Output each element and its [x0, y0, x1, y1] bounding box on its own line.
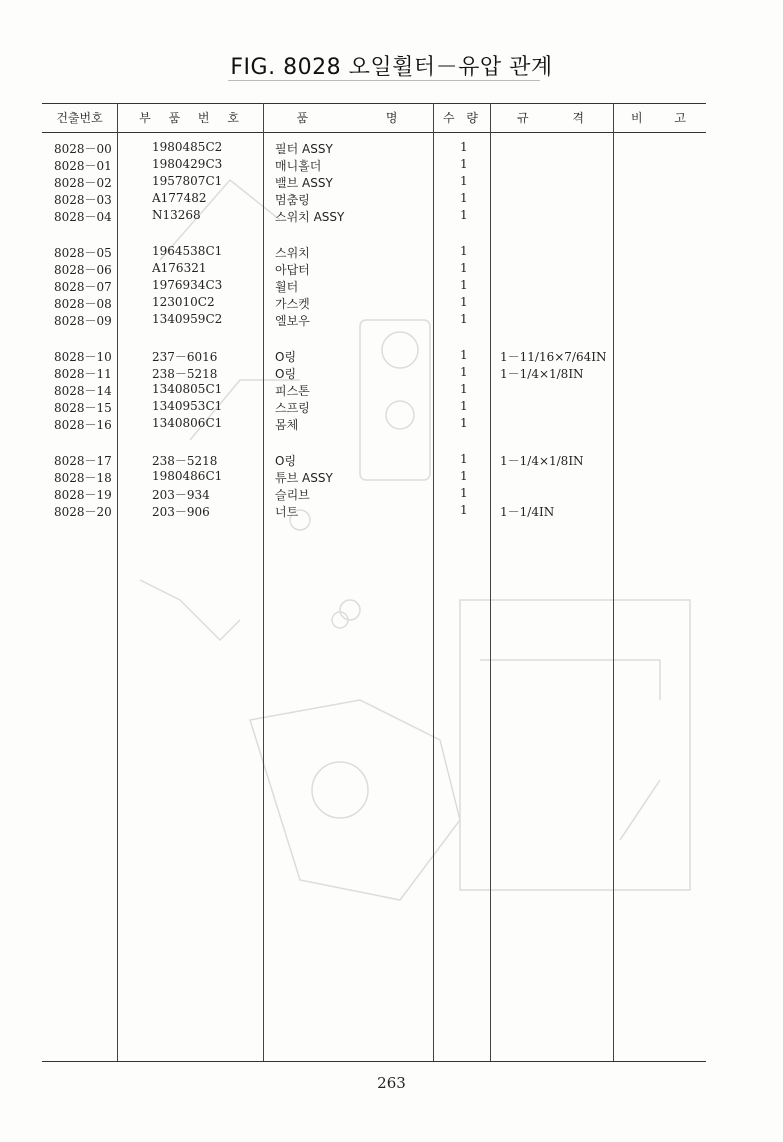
row-part-no: 1980485C2 — [152, 140, 223, 154]
row-no: 8028－17 — [54, 454, 112, 468]
row-name: 스위치 ASSY — [275, 210, 345, 224]
row-name: 매니홀더 — [275, 159, 322, 173]
row-name: 필터 ASSY — [275, 142, 333, 156]
row-part-no: 1964538C1 — [152, 244, 223, 258]
row-part-no: 203－906 — [152, 505, 210, 519]
row-no: 8028－04 — [54, 210, 112, 224]
table-row — [0, 312, 783, 329]
row-part-no: 238－5218 — [152, 367, 218, 381]
title-underline — [228, 80, 540, 81]
row-name: 가스켓 — [275, 297, 310, 311]
row-qty: 1 — [460, 244, 468, 258]
row-name: 스위치 — [275, 246, 310, 260]
row-part-no: 1340806C1 — [152, 416, 223, 430]
table-row — [0, 140, 783, 157]
row-qty: 1 — [460, 295, 468, 309]
row-no: 8028－16 — [54, 418, 112, 432]
row-no: 8028－03 — [54, 193, 112, 207]
row-name: 휠터 — [275, 280, 299, 294]
row-no: 8028－09 — [54, 314, 112, 328]
row-no: 8028－20 — [54, 505, 112, 519]
row-part-no: 1340953C1 — [152, 399, 223, 413]
row-spec: 1－1/4IN — [500, 505, 555, 519]
header-name: 품 명 — [296, 111, 400, 125]
row-part-no: 237－6016 — [152, 350, 218, 364]
table-row — [0, 208, 783, 225]
table-row — [0, 261, 783, 278]
row-name: 밸브 ASSY — [275, 176, 333, 190]
row-name: 멈춤링 — [275, 193, 310, 207]
table-row — [0, 503, 783, 520]
row-qty: 1 — [460, 278, 468, 292]
row-qty: 1 — [460, 261, 468, 275]
row-part-no: 1340805C1 — [152, 382, 223, 396]
row-part-no: 1976934C3 — [152, 278, 223, 292]
row-name: O링 — [275, 454, 297, 468]
row-name: 너트 — [275, 505, 299, 519]
table-row — [0, 157, 783, 174]
row-spec: 1－11/16×7/64IN — [500, 350, 607, 364]
header-no: 건출번호 — [56, 111, 103, 125]
row-no: 8028－05 — [54, 246, 112, 260]
row-qty: 1 — [460, 416, 468, 430]
row-no: 8028－06 — [54, 263, 112, 277]
row-qty: 1 — [460, 452, 468, 466]
row-part-no: 1980429C3 — [152, 157, 223, 171]
row-qty: 1 — [460, 399, 468, 413]
row-name: O링 — [275, 367, 297, 381]
table-row — [0, 399, 783, 416]
row-name: 피스톤 — [275, 384, 310, 398]
row-qty: 1 — [460, 365, 468, 379]
row-part-no: A177482 — [152, 191, 207, 205]
row-name: 아답터 — [275, 263, 310, 277]
header-part-no: 부 품 번 호 — [139, 111, 241, 125]
row-part-no: A176321 — [152, 261, 207, 275]
row-qty: 1 — [460, 486, 468, 500]
table-top-rule — [42, 103, 706, 104]
row-no: 8028－11 — [54, 367, 112, 381]
row-no: 8028－18 — [54, 471, 112, 485]
row-name: 튜브 ASSY — [275, 471, 333, 485]
table-row — [0, 244, 783, 261]
row-part-no: 238－5218 — [152, 454, 218, 468]
row-part-no: 1980486C1 — [152, 469, 223, 483]
row-no: 8028－19 — [54, 488, 112, 502]
row-part-no: 1957807C1 — [152, 174, 223, 188]
row-spec: 1－1/4×1/8IN — [500, 454, 584, 468]
row-part-no: 203－934 — [152, 488, 210, 502]
table-row — [0, 416, 783, 433]
row-part-no: 123010C2 — [152, 295, 215, 309]
row-qty: 1 — [460, 312, 468, 326]
row-qty: 1 — [460, 140, 468, 154]
row-qty: 1 — [460, 208, 468, 222]
row-no: 8028－07 — [54, 280, 112, 294]
table-row — [0, 174, 783, 191]
row-qty: 1 — [460, 469, 468, 483]
row-no: 8028－15 — [54, 401, 112, 415]
row-name: O링 — [275, 350, 297, 364]
table-header-rule — [42, 132, 706, 133]
row-no: 8028－02 — [54, 176, 112, 190]
row-part-no: N13268 — [152, 208, 201, 222]
row-qty: 1 — [460, 174, 468, 188]
table-row — [0, 452, 783, 469]
row-no: 8028－08 — [54, 297, 112, 311]
table-row — [0, 191, 783, 208]
table-row — [0, 295, 783, 312]
row-name: 스프링 — [275, 401, 310, 415]
row-name: 몸체 — [275, 418, 299, 432]
row-name: 엘보우 — [275, 314, 310, 328]
row-no: 8028－01 — [54, 159, 112, 173]
row-name: 슬리브 — [275, 488, 310, 502]
header-spec: 규 격 — [517, 111, 586, 125]
table-bottom-rule — [42, 1061, 706, 1062]
header-qty: 수 량 — [443, 111, 480, 125]
row-qty: 1 — [460, 191, 468, 205]
row-qty: 1 — [460, 382, 468, 396]
row-no: 8028－10 — [54, 350, 112, 364]
table-row — [0, 278, 783, 295]
row-no: 8028－14 — [54, 384, 112, 398]
table-row — [0, 382, 783, 399]
row-qty: 1 — [460, 503, 468, 517]
row-part-no: 1340959C2 — [152, 312, 223, 326]
row-spec: 1－1/4×1/8IN — [500, 367, 584, 381]
table-row — [0, 365, 783, 382]
table-row — [0, 348, 783, 365]
page-number: 263 — [377, 1074, 406, 1092]
page-title: FIG. 8028 오일휠터－유압 관계 — [230, 55, 553, 80]
table-row — [0, 469, 783, 486]
table-row — [0, 486, 783, 503]
row-qty: 1 — [460, 157, 468, 171]
header-remark: 비 고 — [631, 111, 688, 125]
row-qty: 1 — [460, 348, 468, 362]
row-no: 8028－00 — [54, 142, 112, 156]
